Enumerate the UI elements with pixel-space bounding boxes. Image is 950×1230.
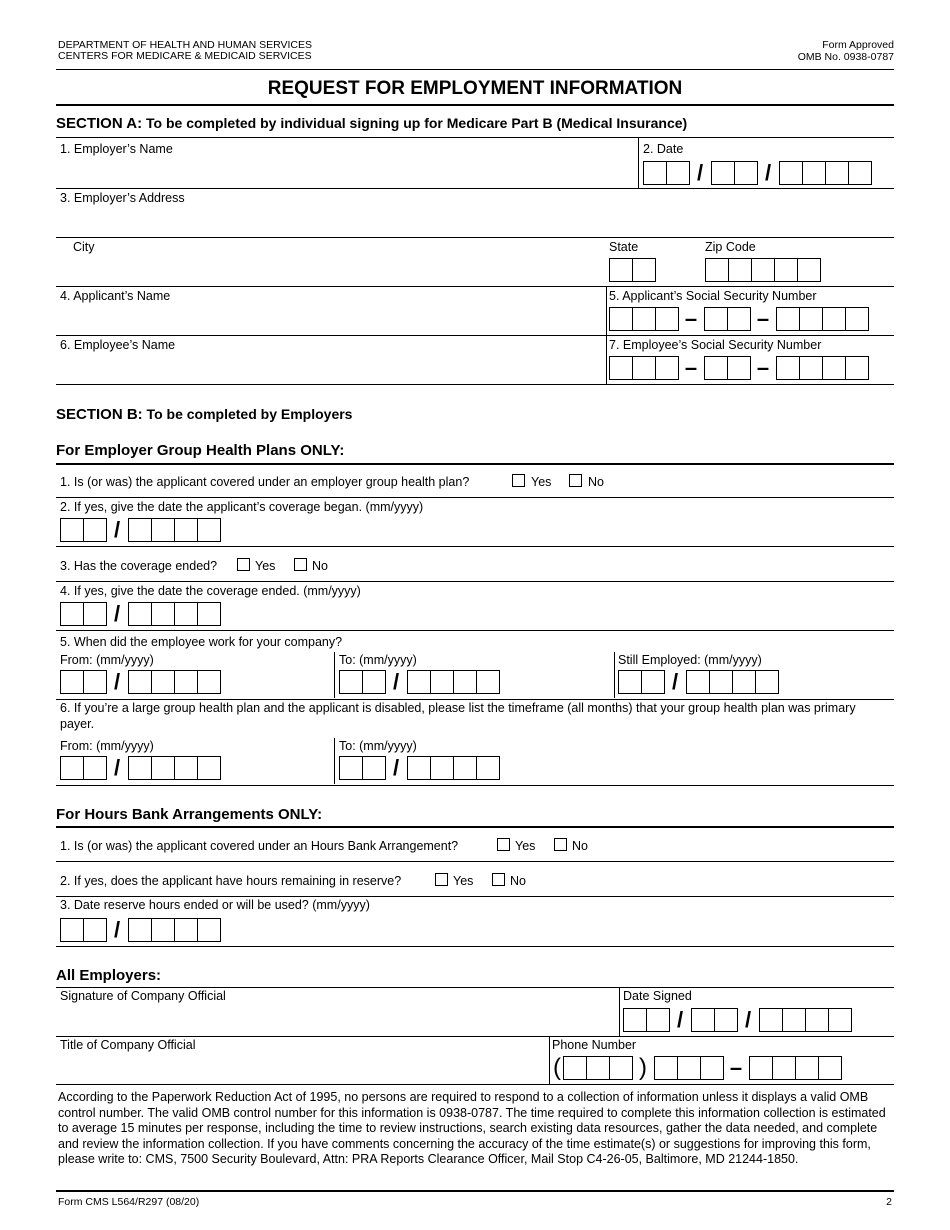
ghp-q3-no-checkbox[interactable] xyxy=(294,558,307,571)
ssn-box[interactable] xyxy=(609,356,633,380)
row-rule xyxy=(56,188,894,189)
phone-prefix-box[interactable] xyxy=(700,1056,724,1080)
date-month-box[interactable] xyxy=(643,161,667,185)
column-divider xyxy=(334,652,335,698)
ssn-box[interactable] xyxy=(704,356,728,380)
row-rule xyxy=(56,861,894,862)
column-divider xyxy=(614,652,615,698)
row-rule xyxy=(56,1036,894,1037)
date-signed-divider xyxy=(619,988,620,1036)
still-employed-input[interactable] xyxy=(618,670,778,694)
header-rule xyxy=(56,69,894,70)
date-year-box[interactable] xyxy=(779,161,803,185)
row-rule xyxy=(56,699,894,700)
ssn-box[interactable] xyxy=(799,356,823,380)
row-rule xyxy=(56,785,894,786)
state-box[interactable] xyxy=(609,258,633,282)
month-box[interactable] xyxy=(83,670,107,694)
year-box[interactable] xyxy=(755,670,779,694)
date-slash: / xyxy=(764,160,772,185)
month-box[interactable] xyxy=(618,670,642,694)
ssn-box[interactable] xyxy=(655,307,679,331)
phone-line-box[interactable] xyxy=(818,1056,842,1080)
year-box[interactable] xyxy=(151,670,175,694)
year-box[interactable] xyxy=(151,518,175,542)
ghp-heading: For Employer Group Health Plans ONLY: xyxy=(56,442,345,459)
date-slash: / xyxy=(113,917,121,942)
applicant-name-label: 4. Applicant’s Name xyxy=(60,289,171,303)
ssn-box[interactable] xyxy=(655,356,679,380)
row-rule xyxy=(56,335,894,336)
ssn-box[interactable] xyxy=(822,307,846,331)
zip-input[interactable] xyxy=(705,258,820,282)
month-box[interactable] xyxy=(339,756,363,780)
all-employers-rule xyxy=(56,987,894,988)
section-a-rule xyxy=(56,137,894,138)
signature-label: Signature of Company Official xyxy=(60,989,226,1003)
date-slash: / xyxy=(696,160,704,185)
work-from-input[interactable] xyxy=(60,670,220,694)
still-employed-label: Still Employed: (mm/yyyy) xyxy=(618,653,762,667)
month-box[interactable] xyxy=(83,518,107,542)
ssn-box[interactable] xyxy=(727,356,751,380)
to-label: To: (mm/yyyy) xyxy=(339,739,417,753)
row-rule xyxy=(56,1084,894,1085)
zip-box[interactable] xyxy=(705,258,729,282)
state-label: State xyxy=(609,240,639,254)
year-box[interactable] xyxy=(709,670,733,694)
year-box[interactable] xyxy=(197,918,221,942)
date-slash: / xyxy=(113,601,121,626)
year-box[interactable] xyxy=(476,670,500,694)
coverage-began-input[interactable] xyxy=(60,518,220,542)
no-label: No xyxy=(572,839,588,853)
year-box[interactable] xyxy=(407,756,431,780)
from-label: From: (mm/yyyy) xyxy=(60,739,154,753)
date-slash: / xyxy=(113,517,121,542)
no-label: No xyxy=(588,475,604,489)
month-box[interactable] xyxy=(362,756,386,780)
year-box[interactable] xyxy=(151,918,175,942)
primary-payer-to-input[interactable] xyxy=(339,756,499,780)
date-signed-label: Date Signed xyxy=(623,989,692,1003)
ssn-dash: – xyxy=(756,355,770,380)
state-input[interactable] xyxy=(609,258,655,282)
form-id: Form CMS L564/R297 (08/20) xyxy=(58,1196,200,1208)
ghp-q2-label: 2. If yes, give the date the applicant’s coverage began. (mm/yyyy) xyxy=(60,500,424,514)
hb-q2-label: 2. If yes, does the applicant have hours remaining in reserve? xyxy=(60,874,402,888)
year-box[interactable] xyxy=(151,756,175,780)
ssn-dash: – xyxy=(684,355,698,380)
title-official-field[interactable] xyxy=(57,1053,547,1083)
year-box[interactable] xyxy=(128,756,152,780)
ssn-dash: – xyxy=(756,306,770,331)
month-box[interactable] xyxy=(339,670,363,694)
row-rule xyxy=(56,630,894,631)
zip-box[interactable] xyxy=(751,258,775,282)
employee-name-field[interactable] xyxy=(57,353,602,383)
ssn-box[interactable] xyxy=(799,307,823,331)
month-box[interactable] xyxy=(641,670,665,694)
to-label: To: (mm/yyyy) xyxy=(339,653,417,667)
title-official-label: Title of Company Official xyxy=(60,1038,196,1052)
month-box[interactable] xyxy=(362,670,386,694)
ghp-q3-yes-checkbox[interactable] xyxy=(237,558,250,571)
date-signed-input[interactable] xyxy=(623,1008,851,1032)
applicant-ssn-input[interactable] xyxy=(609,307,868,331)
year-box[interactable] xyxy=(197,602,221,626)
phone-label: Phone Number xyxy=(552,1038,637,1052)
phone-dash: – xyxy=(729,1055,743,1080)
row-rule xyxy=(56,581,894,582)
row-rule xyxy=(56,237,894,238)
hb-q1-no-checkbox[interactable] xyxy=(554,838,567,851)
month-box[interactable] xyxy=(83,602,107,626)
ssn-dash: – xyxy=(684,306,698,331)
month-box[interactable] xyxy=(60,602,84,626)
ssn-box[interactable] xyxy=(822,356,846,380)
year-box[interactable] xyxy=(174,602,198,626)
section-a-heading xyxy=(56,115,687,132)
phone-divider xyxy=(549,1037,550,1085)
employer-address-field[interactable] xyxy=(57,206,892,236)
ghp-q1-label: 1. Is (or was) the applicant covered under an employer group health plan? xyxy=(60,475,470,489)
row-rule xyxy=(56,286,894,287)
year-box[interactable] xyxy=(128,518,152,542)
phone-line-box[interactable] xyxy=(749,1056,773,1080)
section-a-description: To be completed by individual signing up for Medicare Part B (Medical Insurance) xyxy=(142,115,688,131)
date-month-box[interactable] xyxy=(646,1008,670,1032)
city-label: City xyxy=(73,240,95,254)
year-box[interactable] xyxy=(732,670,756,694)
year-box[interactable] xyxy=(453,756,477,780)
state-box[interactable] xyxy=(632,258,656,282)
area-code-box[interactable] xyxy=(586,1056,610,1080)
row-rule xyxy=(56,946,894,947)
ssn-box[interactable] xyxy=(776,307,800,331)
month-box[interactable] xyxy=(83,756,107,780)
year-box[interactable] xyxy=(453,670,477,694)
zip-box[interactable] xyxy=(797,258,821,282)
date-month-box[interactable] xyxy=(623,1008,647,1032)
ssn-box[interactable] xyxy=(776,356,800,380)
row-rule xyxy=(56,546,894,547)
pra-statement: According to the Paperwork Reduction Act of 1995, no persons are required to respond to a collection of information unless it displays a valid OMB control number. The valid OMB control number for this information is 0938-0787. The time required to complete this information collection is estimated to average 15 minutes per response, including the time to review instructions, search existing data resources, gather the data needed, and complete and review the information collection. If you have comments concerning the accuracy of the time estimate(s) or suggestions for improving this form, please write to: CMS, 7500 Security Boulevard, Attn: PRA Reports Clearance Officer, Mail Stop C4-26-05, Baltimore, MD 21244-1850. xyxy=(58,1090,886,1166)
omb-number: OMB No. 0938-0787 xyxy=(797,51,894,63)
month-box[interactable] xyxy=(60,918,84,942)
applicant-name-field[interactable] xyxy=(57,304,602,334)
month-box[interactable] xyxy=(83,918,107,942)
hb-q2-no-checkbox[interactable] xyxy=(492,873,505,886)
year-box[interactable] xyxy=(686,670,710,694)
phone-input[interactable] xyxy=(551,1056,841,1080)
coverage-ended-input[interactable] xyxy=(60,602,220,626)
hours-bank-rule xyxy=(56,826,894,828)
phone-close-paren: ) xyxy=(639,1054,647,1081)
ghp-q6-label: 6. If you’re a large group health plan and the applicant is disabled, please list the timeframe (all months) that your group health plan was primary payer. xyxy=(60,701,856,731)
employer-name-field[interactable] xyxy=(57,157,637,185)
primary-payer-from-input[interactable] xyxy=(60,756,220,780)
date-day-box[interactable] xyxy=(711,161,735,185)
year-box[interactable] xyxy=(151,602,175,626)
yes-label: Yes xyxy=(531,475,552,489)
row-rule xyxy=(56,896,894,897)
no-label: No xyxy=(510,874,526,888)
year-box[interactable] xyxy=(128,602,152,626)
employer-name-label: 1. Employer’s Name xyxy=(60,142,173,156)
year-box[interactable] xyxy=(174,670,198,694)
ghp-q4-label: 4. If yes, give the date the coverage ended. (mm/yyyy) xyxy=(60,584,361,598)
year-box[interactable] xyxy=(174,918,198,942)
date-year-box[interactable] xyxy=(802,161,826,185)
date-year-box[interactable] xyxy=(828,1008,852,1032)
yes-label: Yes xyxy=(453,874,474,888)
applicant-ssn-label: 5. Applicant’s Social Security Number xyxy=(609,289,817,303)
ssn-box[interactable] xyxy=(632,307,656,331)
hb-q3-label: 3. Date reserve hours ended or will be used? (mm/yyyy) xyxy=(60,898,370,912)
section-b-description: To be completed by Employers xyxy=(142,406,353,422)
employee-name-label: 6. Employee’s Name xyxy=(60,338,176,352)
year-box[interactable] xyxy=(128,670,152,694)
date-year-box[interactable] xyxy=(759,1008,783,1032)
ssn-box[interactable] xyxy=(704,307,728,331)
column-divider xyxy=(334,738,335,784)
ssn-divider xyxy=(606,336,607,384)
date-year-box[interactable] xyxy=(805,1008,829,1032)
date-slash: / xyxy=(392,755,400,780)
section-b-heading xyxy=(56,406,352,423)
ssn-box[interactable] xyxy=(632,356,656,380)
phone-line-box[interactable] xyxy=(772,1056,796,1080)
ghp-q1-no-checkbox[interactable] xyxy=(569,474,582,487)
date-input[interactable] xyxy=(643,161,871,185)
phone-prefix-box[interactable] xyxy=(654,1056,678,1080)
area-code-box[interactable] xyxy=(563,1056,587,1080)
city-field[interactable] xyxy=(70,255,600,283)
page-number: 2 xyxy=(886,1196,892,1208)
ssn-box[interactable] xyxy=(845,307,869,331)
form-approved-label: Form Approved xyxy=(822,39,894,51)
date-year-box[interactable] xyxy=(848,161,872,185)
section-b-label: SECTION B: xyxy=(56,406,143,423)
footer-rule xyxy=(56,1190,894,1192)
ssn-box[interactable] xyxy=(727,307,751,331)
phone-prefix-box[interactable] xyxy=(677,1056,701,1080)
ssn-box[interactable] xyxy=(845,356,869,380)
year-box[interactable] xyxy=(197,670,221,694)
date-slash: / xyxy=(744,1007,752,1032)
zip-box[interactable] xyxy=(774,258,798,282)
date-day-box[interactable] xyxy=(691,1008,715,1032)
month-box[interactable] xyxy=(60,756,84,780)
employee-ssn-label: 7. Employee’s Social Security Number xyxy=(609,338,822,352)
ssn-divider xyxy=(606,287,607,335)
title-rule xyxy=(56,104,894,106)
year-box[interactable] xyxy=(197,756,221,780)
year-box[interactable] xyxy=(407,670,431,694)
month-box[interactable] xyxy=(60,518,84,542)
date-slash: / xyxy=(113,755,121,780)
ghp-q3-label: 3. Has the coverage ended? xyxy=(60,559,218,573)
date-slash: / xyxy=(113,669,121,694)
date-year-box[interactable] xyxy=(825,161,849,185)
zip-label: Zip Code xyxy=(705,240,756,254)
yes-label: Yes xyxy=(255,559,276,573)
ssn-box[interactable] xyxy=(609,307,633,331)
date-label: 2. Date xyxy=(643,142,684,156)
date-day-box[interactable] xyxy=(714,1008,738,1032)
ghp-q5-label: 5. When did the employee work for your company? xyxy=(60,635,343,649)
signature-field[interactable] xyxy=(57,1004,617,1034)
employee-ssn-input[interactable] xyxy=(609,356,868,380)
from-label: From: (mm/yyyy) xyxy=(60,653,154,667)
hb-q1-label: 1. Is (or was) the applicant covered under an Hours Bank Arrangement? xyxy=(60,839,459,853)
agency-line-1: DEPARTMENT OF HEALTH AND HUMAN SERVICES xyxy=(58,39,312,51)
all-employers-heading: All Employers: xyxy=(56,967,162,984)
date-slash: / xyxy=(676,1007,684,1032)
date-slash: / xyxy=(392,669,400,694)
no-label: No xyxy=(312,559,328,573)
phone-line-box[interactable] xyxy=(795,1056,819,1080)
work-to-input[interactable] xyxy=(339,670,499,694)
year-box[interactable] xyxy=(174,756,198,780)
section-a-label: SECTION A: xyxy=(56,115,143,132)
area-code-box[interactable] xyxy=(609,1056,633,1080)
agency-line-2: CENTERS FOR MEDICARE & MEDICAID SERVICES xyxy=(58,50,312,62)
date-year-box[interactable] xyxy=(782,1008,806,1032)
employer-address-label: 3. Employer’s Address xyxy=(60,191,185,205)
year-box[interactable] xyxy=(476,756,500,780)
yes-label: Yes xyxy=(515,839,536,853)
date-day-box[interactable] xyxy=(734,161,758,185)
year-box[interactable] xyxy=(197,518,221,542)
year-box[interactable] xyxy=(430,670,454,694)
year-box[interactable] xyxy=(174,518,198,542)
hb-q2-yes-checkbox[interactable] xyxy=(435,873,448,886)
ghp-q1-yes-checkbox[interactable] xyxy=(512,474,525,487)
section-a-end-rule xyxy=(56,384,894,385)
date-slash: / xyxy=(671,669,679,694)
hours-bank-heading: For Hours Bank Arrangements ONLY: xyxy=(56,806,323,823)
month-box[interactable] xyxy=(60,670,84,694)
year-box[interactable] xyxy=(430,756,454,780)
date-month-box[interactable] xyxy=(666,161,690,185)
ghp-rule xyxy=(56,463,894,465)
phone-open-paren: ( xyxy=(553,1054,561,1081)
zip-box[interactable] xyxy=(728,258,752,282)
row-rule xyxy=(56,497,894,498)
date-divider xyxy=(638,138,639,188)
hb-q1-yes-checkbox[interactable] xyxy=(497,838,510,851)
year-box[interactable] xyxy=(128,918,152,942)
reserve-hours-date-input[interactable] xyxy=(60,918,220,942)
page-title: REQUEST FOR EMPLOYMENT INFORMATION xyxy=(267,78,683,99)
